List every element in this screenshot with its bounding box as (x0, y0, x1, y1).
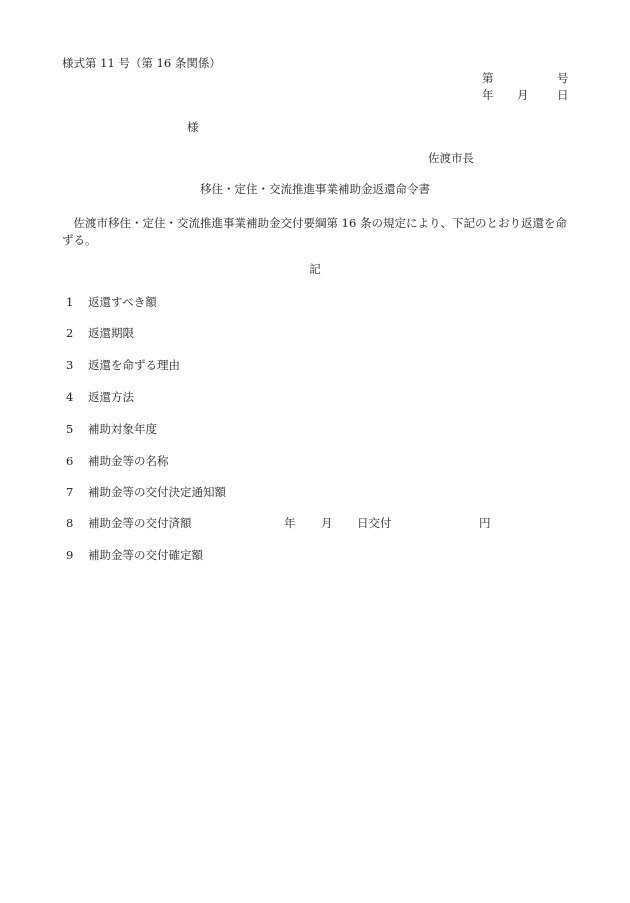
item-label: 補助対象年度 (88, 422, 157, 436)
document-number-unit: 号 (557, 71, 569, 85)
date-year-label: 年 (482, 88, 494, 102)
list-item (66, 550, 203, 562)
list-item (66, 360, 180, 372)
item-number: 4 (66, 390, 74, 404)
list-item (66, 328, 134, 340)
paid-year-label: 年 (284, 516, 296, 530)
paid-yen-label: 円 (479, 516, 491, 530)
list-item (66, 424, 157, 436)
item-number: 3 (66, 358, 74, 372)
document-number-label: 第 (482, 71, 494, 85)
document-title: 移住・定住・交流推進事業補助金返還命令書 (200, 182, 430, 196)
form-number: 様式第 11 号（第 16 条関係） (62, 56, 221, 70)
issuer-name: 佐渡市長 (428, 151, 474, 165)
item-number: 8 (66, 516, 74, 530)
list-item (66, 518, 192, 530)
item-number: 9 (66, 548, 74, 562)
list-item (66, 392, 134, 404)
item-label: 返還を命ずる理由 (88, 358, 180, 372)
addressee-honorific: 様 (187, 120, 199, 134)
list-item (66, 297, 157, 309)
item-label: 補助金等の交付決定通知額 (88, 485, 226, 499)
list-item (66, 487, 226, 499)
item-label: 返還方法 (88, 390, 134, 404)
item-label: 補助金等の交付確定額 (88, 548, 203, 562)
item-label: 返還すべき額 (88, 295, 157, 309)
ki-heading: 記 (309, 262, 321, 276)
item-number: 5 (66, 422, 74, 436)
item-number: 2 (66, 326, 74, 340)
item-label: 返還期限 (88, 326, 134, 340)
paid-month-label: 月 (321, 516, 333, 530)
paid-day-label: 日交付 (357, 516, 392, 530)
list-item (66, 456, 169, 468)
date-month-label: 月 (517, 88, 529, 102)
item-label: 補助金等の交付済額 (88, 516, 192, 530)
item-number: 7 (66, 485, 74, 499)
date-day-label: 日 (557, 88, 569, 102)
item-number: 6 (66, 454, 74, 468)
body-text: 佐渡市移住・定住・交流推進事業補助金交付要綱第 16 条の規定により、下記のとおり返還を命ずる。 (62, 216, 567, 247)
item-number: 1 (66, 295, 74, 309)
item-label: 補助金等の名称 (88, 454, 169, 468)
